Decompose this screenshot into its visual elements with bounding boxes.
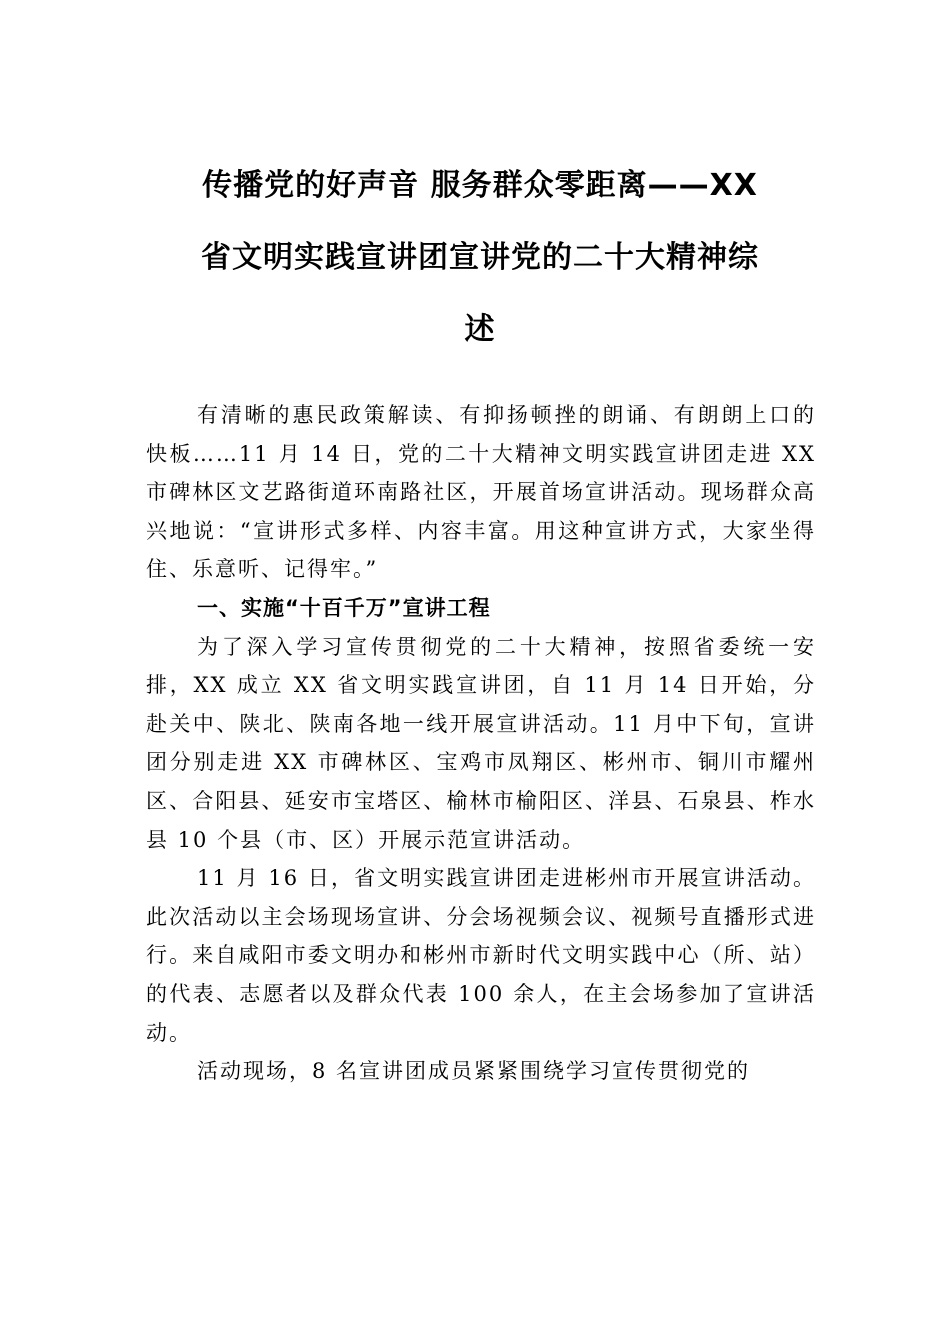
document-title — [150, 150, 810, 366]
title-line-1: 传播党的好声音 服务群众零距离——XX — [202, 168, 758, 203]
paragraph-binzhou: 11 月 16 日，省文明实践宣讲团走进彬州市开展宣讲活动。此次活动以主会场现场宣讲、分会场视频会议、视频号直播形式进行。来自咸阳市委文明办和彬州市新时代文明实践中心（所、站）的代表、志愿者以及群众代表 100 余人，在主会场参加了宣讲活动。 — [146, 866, 816, 1045]
document-body — [146, 396, 816, 1091]
paragraph-intro: 有清晰的惠民政策解读、有抑扬顿挫的朗诵、有朗朗上口的快板……11 月 14 日，党的二十大精神文明实践宣讲团走进 XX 市碑林区文艺路街道环南路社区，开展首场宣讲活动。现场群众高兴地说：“宣讲形式多样、内容丰富。用这种宣讲方式，大家坐得住、乐意听、记得牢。” — [146, 403, 816, 582]
paragraph-activity: 活动现场，8 名宣讲团成员紧紧围绕学习宣传贯彻党的 — [197, 1059, 751, 1084]
title-line-3: 述 — [464, 312, 496, 347]
title-line-2: 省文明实践宣讲团宣讲党的二十大精神综 — [201, 240, 759, 275]
paragraph-arrangement: 为了深入学习宣传贯彻党的二十大精神，按照省委统一安排，XX 成立 XX 省文明实践宣讲团，自 11 月 14 日开始，分赴关中、陕北、陕南各地一线开展宣讲活动。11 月中下旬，宣讲团分别走进 XX 市碑林区、宝鸡市凤翔区、彬州市、铜川市耀州区、合阳县、延安市宝塔区、榆林市榆阳区、洋县、石泉县、柞水县 10 个县（市、区）开展示范宣讲活动。 — [146, 634, 816, 852]
section-heading: 一、实施“十百千万”宣讲工程 — [197, 595, 491, 620]
